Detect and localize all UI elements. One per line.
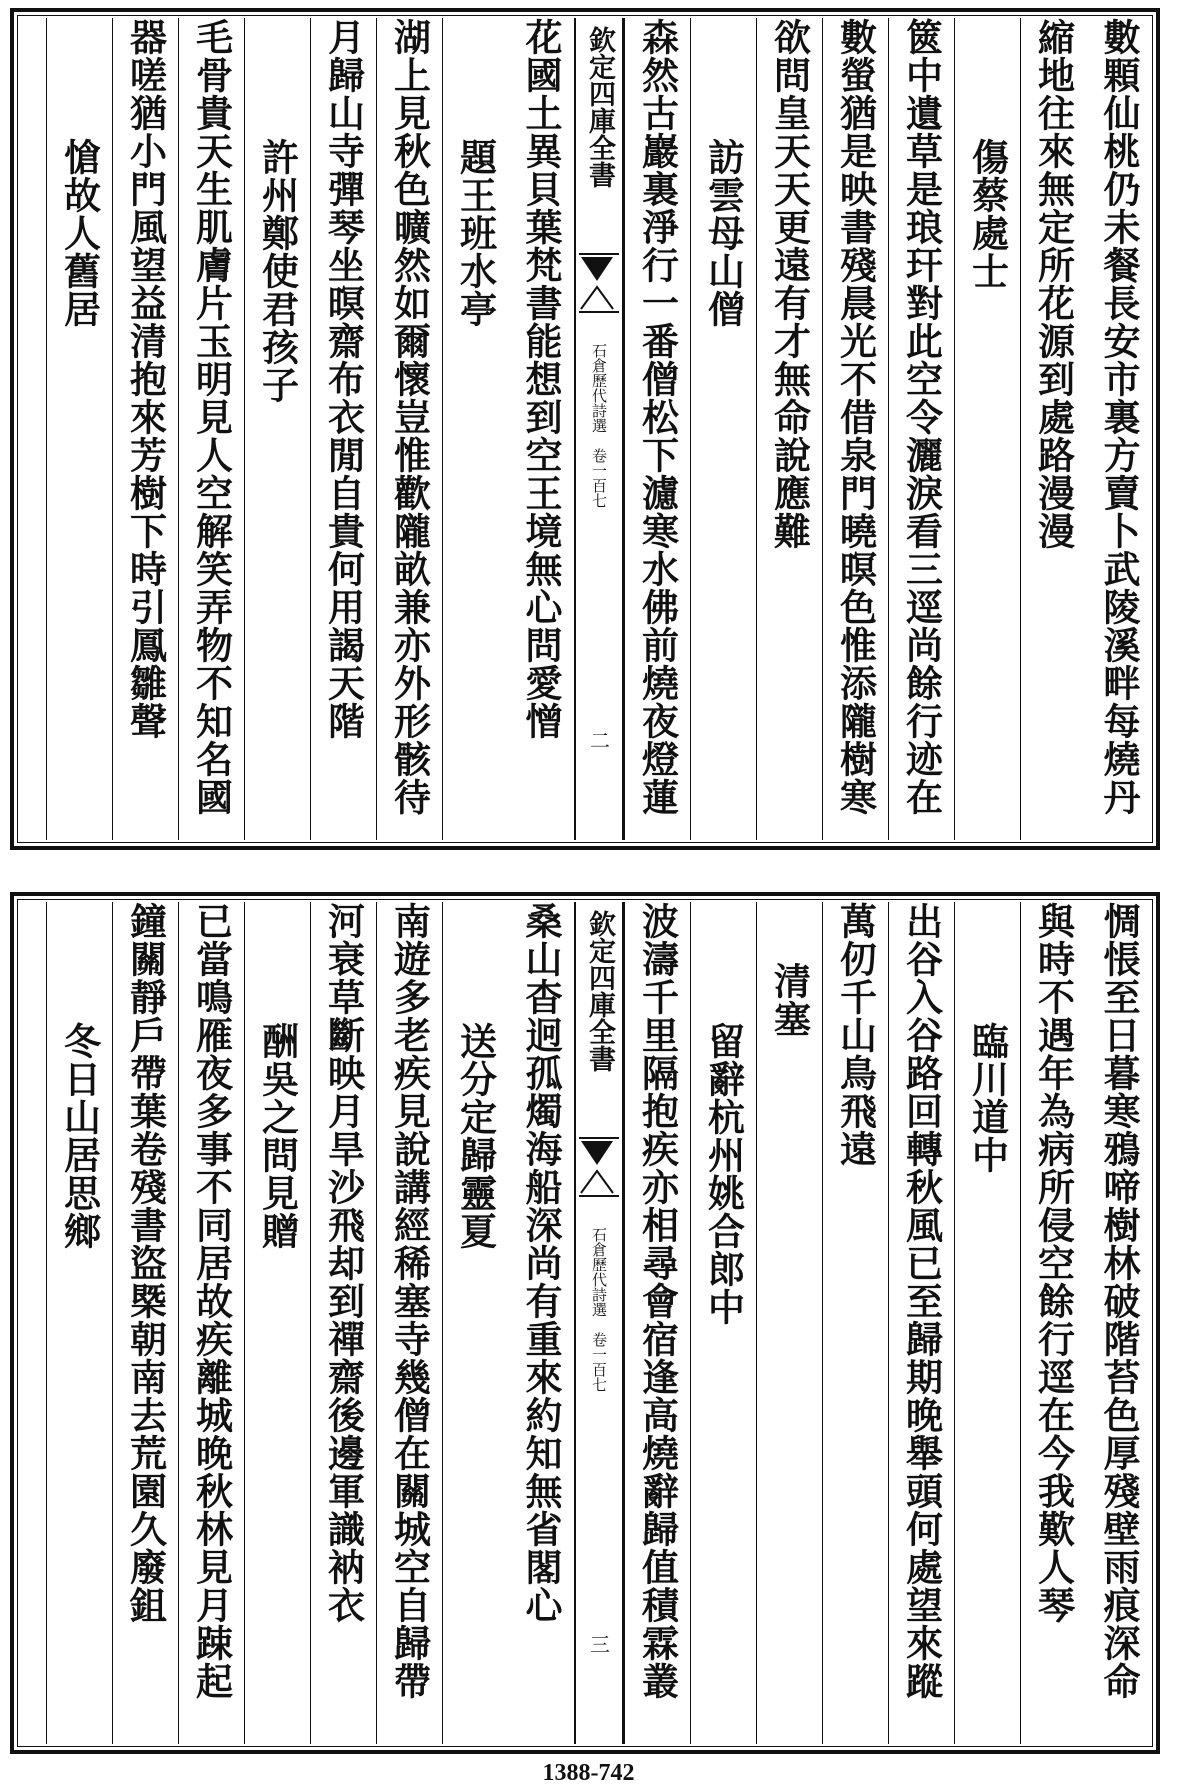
column-text: 器嗟猶小門風望益清抱來芳樹下時引鳳雛聲	[123, 18, 168, 740]
poem-title: 題王班水亭	[453, 138, 498, 328]
text-column	[690, 18, 756, 840]
column-text: 河衰草斷映月旱沙飛却到禪齋後邊軍識衲衣	[321, 902, 366, 1624]
source-title: 石倉歷代詩選 卷一百七	[590, 1227, 608, 1392]
text-column	[822, 902, 888, 1744]
text-column	[376, 902, 442, 1744]
column-text: 篋中遺草是琅玕對此空令灑淚看三逕尚餘行迹在	[899, 18, 944, 816]
text-column	[508, 902, 574, 1744]
column-text: 欲問皇天天更遠有才無命說應難	[767, 18, 812, 550]
column-text: 波濤千里隔抱疾亦相尋會宿逢高燒辭歸值積霖叢	[635, 902, 680, 1700]
text-column	[508, 18, 574, 840]
text-column	[310, 18, 376, 840]
library-title: 欽定四庫全書	[584, 26, 615, 188]
column-text: 鐘關靜戶帶葉卷殘書盜槩朝南去荒園久廢鉏	[123, 902, 168, 1624]
poem-title: 傷蔡處士	[965, 138, 1010, 290]
library-title: 欽定四庫全書	[584, 910, 615, 1072]
poem-title: 酬吳之問見贈	[255, 1022, 300, 1250]
column-text: 數螢猶是映書殘晨光不借泉門曉暝色惟添隴樹寒	[833, 18, 878, 816]
text-column	[178, 902, 244, 1744]
text-column	[690, 902, 756, 1744]
text-column	[442, 18, 508, 840]
column-text: 萬仞千山鳥飛遠	[833, 902, 878, 1168]
poem-title: 許州鄭使君孩子	[255, 138, 300, 404]
center-fold	[574, 902, 624, 1744]
text-column	[310, 902, 376, 1744]
text-column	[954, 902, 1020, 1744]
poem-title: 臨川道中	[965, 1022, 1010, 1174]
text-column	[46, 902, 112, 1744]
column-text: 毛骨貴天生肌膚片玉明見人空解笑弄物不知名國	[189, 18, 234, 816]
fish-tail-mark	[579, 1137, 619, 1197]
page-number: 二	[586, 730, 611, 750]
text-column	[954, 18, 1020, 840]
fish-tail-mark	[579, 253, 619, 313]
text-column	[112, 18, 178, 840]
column-text: 月歸山寺彈琴坐暝齋布衣閒自貴何用謁天階	[321, 18, 366, 740]
column-text: 縮地往來無定所花源到處路漫漫	[1031, 18, 1076, 550]
column-text: 桑山杳迥孤燭海船深尚有重來約知無省閣心	[519, 902, 563, 1624]
text-column	[1020, 18, 1086, 840]
column-text: 森然古巖裏淨行一番僧松下濾寒水佛前燒夜燈蓮	[635, 18, 680, 816]
column-text: 數顆仙桃仍未餐長安市裏方賣卜武陵溪畔每燒丹	[1097, 18, 1141, 816]
text-column	[756, 902, 822, 1744]
page-top	[10, 8, 1160, 850]
text-column	[1086, 18, 1152, 840]
poem-title: 留辭杭州姚合郎中	[701, 1022, 746, 1326]
author-name: 清塞	[767, 962, 812, 1038]
text-column	[178, 18, 244, 840]
text-column	[888, 18, 954, 840]
column-text: 花國土異貝葉梵書能想到空王境無心問愛憎	[519, 18, 563, 740]
page-id-footer: 1388-742	[542, 1760, 635, 1786]
column-text: 南遊多老疾見說講經稀塞寺幾僧在關城空自歸帶	[387, 902, 432, 1700]
text-column	[888, 902, 954, 1744]
column-text: 與時不遇年為病所侵空餘行逕在今我歎人琴	[1031, 902, 1076, 1624]
text-column	[244, 902, 310, 1744]
poem-title: 冬日山居思鄉	[57, 1022, 102, 1250]
text-column	[46, 18, 112, 840]
page-bottom	[10, 892, 1160, 1754]
column-text: 出谷入谷路回轉秋風已至歸期晚舉頭何處望來蹤	[899, 902, 944, 1700]
text-column	[244, 18, 310, 840]
poem-title: 送分定歸靈夏	[453, 1022, 498, 1250]
poem-title: 愴故人舊居	[57, 138, 102, 328]
text-column	[624, 902, 690, 1744]
column-text: 已當鳴雁夜多事不同居故疾離城晚秋林見月踈起	[189, 902, 234, 1700]
text-column	[1086, 902, 1152, 1744]
text-column	[442, 902, 508, 1744]
text-column	[1020, 902, 1086, 1744]
text-column	[624, 18, 690, 840]
text-column	[112, 902, 178, 1744]
text-column	[756, 18, 822, 840]
column-text: 湖上見秋色曠然如爾懷豈惟歡隴畝兼亦外形骸待	[387, 18, 432, 816]
source-title: 石倉歷代詩選 卷一百七	[590, 343, 608, 508]
center-fold	[574, 18, 624, 840]
text-column	[376, 18, 442, 840]
text-column	[822, 18, 888, 840]
column-text: 惆悵至日暮寒鴉啼樹林破階苔色厚殘壁雨痕深命	[1097, 902, 1141, 1700]
page-number: 三	[586, 1634, 611, 1654]
poem-title: 訪雲母山僧	[701, 138, 746, 328]
